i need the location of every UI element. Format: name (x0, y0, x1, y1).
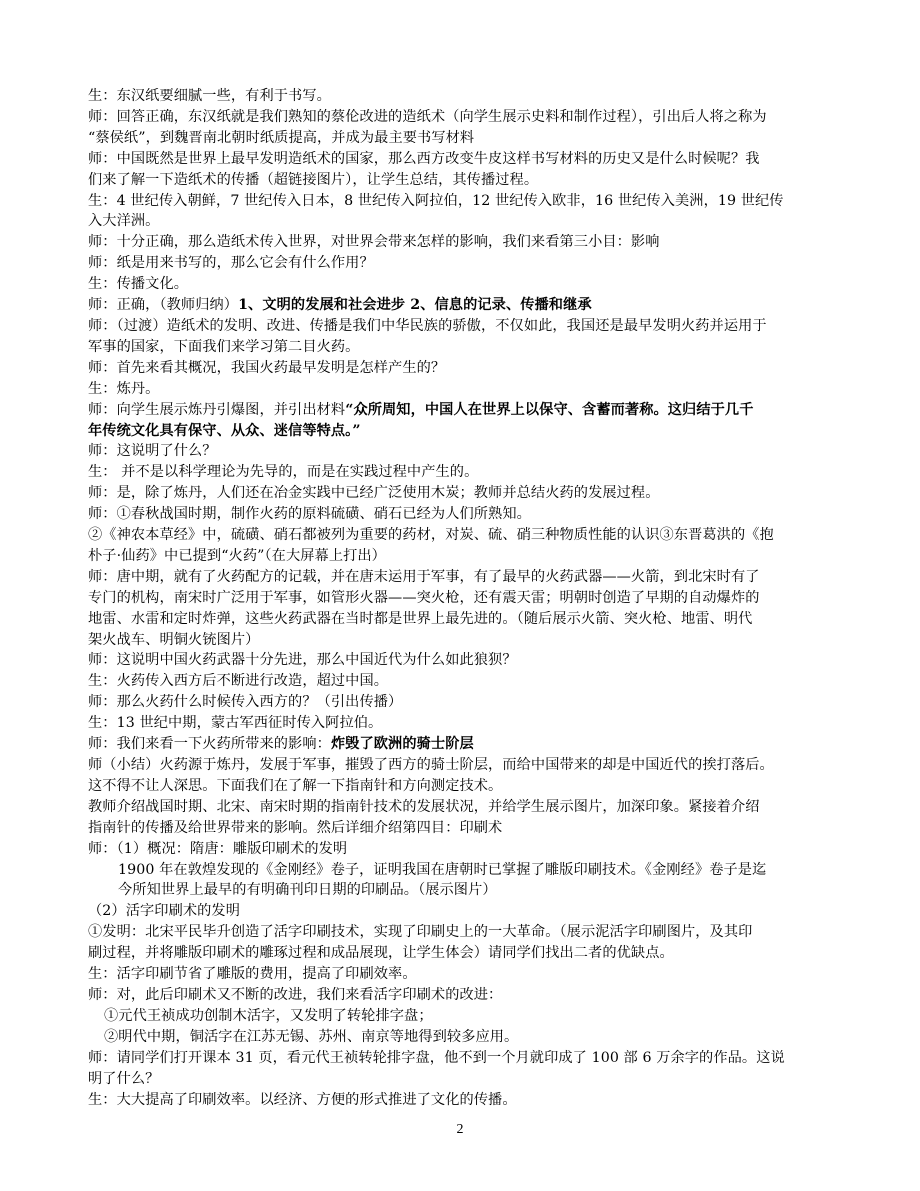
text-line (88, 818, 842, 839)
text-line (88, 274, 842, 295)
text-line (88, 149, 842, 170)
text-line (88, 358, 842, 379)
text-segment: 师：那么火药什么时候传入西方的？（引出传播） (88, 694, 403, 711)
text-line (88, 776, 842, 797)
text-segment: 架火战车、明铜火铳图片） (88, 631, 260, 648)
text-line (88, 441, 842, 462)
text-line (88, 211, 842, 232)
text-line (88, 504, 842, 525)
text-segment: 生：活字印刷节省了雕版的费用，提高了印刷效率。 (88, 966, 417, 983)
text-line (88, 337, 842, 358)
text-segment: 们来了解一下造纸术的传播（超链接图片），让学生总结，其传播过程。 (88, 171, 539, 188)
text-segment: 师：（过渡）造纸术的发明、改进、传播是我们中华民族的骄傲，不仅如此，我国还是最早发明火药并运用于 (88, 317, 767, 334)
text-segment: 师：唐中期，就有了火药配方的记载，并在唐末运用于军事，有了最早的火药武器——火箭，到北宋时有了 (88, 568, 760, 585)
text-line (88, 295, 842, 316)
text-segment: 生：东汉纸要细腻一些，有利于书写。 (88, 88, 331, 104)
text-segment: 师：这说明中国火药武器十分先进，那么中国近代为什么如此狼狈？ (88, 652, 517, 669)
text-segment: 师：①春秋战国时期，制作火药的原料硫磺、硝石已经为人们所熟知。 (88, 506, 531, 523)
page-number: 2 (456, 1122, 464, 1137)
text-line (88, 400, 842, 421)
bold-text: 年传统文化具有保守、从众、迷信等特点。” (88, 422, 361, 439)
text-line (88, 943, 842, 964)
text-segment: 生： 并不是以科学理论为先导的，而是在实践过程中产生的。 (88, 464, 479, 481)
text-segment: 师（小结）火药源于炼丹，发展于军事，摧毁了西方的骑士阶层，而给中国带来的却是中国近代的挨打落后。 (88, 757, 774, 773)
bold-text: 1、文明的发展和社会进步 2、信息的记录、传播和继承 (238, 297, 592, 314)
text-segment: 生：13 世纪中期，蒙古军西征时传入阿拉伯。 (88, 715, 383, 732)
text-line (88, 128, 842, 149)
text-segment: 朴子·仙药》中已提到“火药”（在大屏幕上打出） (88, 547, 386, 564)
text-line (88, 671, 842, 692)
text-line (88, 483, 842, 504)
text-segment: 师：十分正确，那么造纸术传入世界，对世界会带来怎样的影响，我们来看第三小目：影响 (88, 234, 660, 251)
text-segment: 生：传播文化。 (88, 276, 189, 293)
text-segment: 今所知世界上最早的有明确刊印日期的印刷品。（展示图片） (118, 882, 497, 899)
text-line (88, 734, 842, 755)
text-segment: 师：纸是用来书写的，那么它会有什么作用？ (88, 255, 374, 272)
text-segment: 师：我们来看一下火药所带来的影响： (88, 736, 331, 753)
text-line (88, 1006, 842, 1027)
bold-text: “众所周知，中国人在世界上以保守、含蓄而著称。这归结于几千 (345, 401, 754, 418)
text-segment: 师：回答正确，东汉纸就是我们熟知的蔡伦改进的造纸术（向学生展示史料和制作过程），引出后人将之称为 (88, 108, 767, 125)
text-line (88, 797, 842, 818)
text-line (88, 588, 842, 609)
text-line (88, 107, 842, 128)
text-line (88, 567, 842, 588)
text-segment: ②《神农本草经》中，硫磺、硝石都被列为重要的药材，对炭、硫、硝三种物质性能的认识③东晋葛洪的《抱 (88, 527, 774, 544)
text-segment: 军事的国家，下面我们来学习第二目火药。 (88, 338, 360, 355)
text-segment: 师：向学生展示炼丹引爆图，并引出材料 (88, 401, 346, 418)
text-line (88, 630, 842, 651)
text-segment: ②明代中期，铜活字在江苏无锡、苏州、南京等地得到较多应用。 (104, 1028, 519, 1045)
text-line (88, 86, 842, 107)
text-line (88, 860, 842, 881)
text-line (88, 316, 842, 337)
bold-text: 炸毁了欧洲的骑士阶层 (330, 736, 474, 753)
text-segment: 师：中国既然是世界上最早发明造纸术的国家，那么西方改变牛皮这样书写材料的历史又是什么时候呢？我 (88, 150, 760, 167)
text-segment: 入大洋洲。 (88, 213, 160, 230)
text-line (88, 379, 842, 400)
text-segment: 地雷、水雷和定时炸弹，这些火药武器在当时都是世界上最先进的。（随后展示火箭、突火枪、地雷、明代 (88, 610, 753, 627)
text-line (88, 964, 842, 985)
text-segment: 1900 年在敦煌发现的《金刚经》卷子，证明我国在唐朝时已掌握了雕版印刷技术。《金刚经》卷子是迄 (118, 861, 767, 878)
text-line (88, 922, 842, 943)
text-line (88, 692, 842, 713)
text-segment: 师：是，除了炼丹，人们还在冶金实践中已经广泛使用木炭；教师并总结火药的发展过程。 (88, 485, 660, 502)
text-line (88, 253, 842, 274)
text-segment: 师：这说明了什么？ (88, 443, 217, 460)
text-segment: 指南针的传播及给世界带来的影响。然后详细介绍第四目：印刷术 (88, 819, 503, 836)
text-line (88, 839, 842, 860)
text-segment: 生：4 世纪传入朝鲜，7 世纪传入日本，8 世纪传入阿拉伯，12 世纪传入欧非，16 世纪传入美洲，19 世纪传 (88, 192, 784, 209)
text-segment: 这不得不让人深思。下面我们在了解一下指南针和方向测定技术。 (88, 777, 503, 794)
text-segment: ①元代王祯成功创制木活字，又发明了转轮排字盘； (104, 1007, 433, 1024)
text-line (88, 525, 842, 546)
text-line (88, 1048, 842, 1069)
text-segment: 师：请同学们打开课本 31 页，看元代王祯转轮排字盘，他不到一个月就印成了 100 部 6 万余字的作品。这说 (88, 1049, 785, 1066)
text-segment: 师：（1）概况：隋唐：雕版印刷术的发明 (88, 840, 348, 857)
text-line (88, 1069, 842, 1090)
text-segment: 生：炼丹。 (88, 380, 160, 397)
text-segment: ①发明：北宋平民毕升创造了活字印刷技术，实现了印刷史上的一大革命。（展示泥活字印刷图片，及其印 (88, 924, 753, 941)
text-line (88, 191, 842, 212)
text-segment: 师：正确，（教师归纳） (88, 297, 239, 314)
text-segment: 师：对，此后印刷术又不断的改进，我们来看活字印刷术的改进： (88, 986, 503, 1003)
text-line (88, 609, 842, 630)
text-line (88, 1090, 842, 1111)
text-line (88, 232, 842, 253)
text-segment: （2）活字印刷术的发明 (88, 903, 241, 920)
text-segment: “蔡侯纸”，到魏晋南北朝时纸质提高，并成为最主要书写材料 (88, 129, 475, 146)
document-body (88, 86, 842, 1110)
text-line (88, 755, 842, 776)
text-segment: 教师介绍战国时期、北宋、南宋时期的指南针技术的发展状况，并给学生展示图片，加深印象。紧接着介绍 (88, 798, 760, 815)
text-line (88, 985, 842, 1006)
text-segment: 刷过程，并将雕版印刷术的雕琢过程和成品展现，让学生体会）请同学们找出二者的优缺点。 (88, 945, 674, 962)
text-line (88, 546, 842, 567)
text-line (88, 421, 842, 442)
text-segment: 明了什么？ (88, 1070, 160, 1087)
text-segment: 专门的机构，南宋时广泛用于军事，如管形火器——突火枪，还有震天雷；明朝时创造了早期的自动爆炸的 (88, 589, 760, 606)
text-line (88, 880, 842, 901)
text-line (88, 170, 842, 191)
text-line (88, 1027, 842, 1048)
text-line (88, 713, 842, 734)
text-line (88, 462, 842, 483)
text-segment: 师：首先来看其概况，我国火药最早发明是怎样产生的？ (88, 359, 446, 376)
text-segment: 生：火药传入西方后不断进行改造，超过中国。 (88, 673, 389, 690)
text-segment: 生：大大提高了印刷效率。以经济、方便的形式推进了文化的传播。 (88, 1091, 517, 1108)
text-line (88, 650, 842, 671)
text-line (88, 901, 842, 922)
